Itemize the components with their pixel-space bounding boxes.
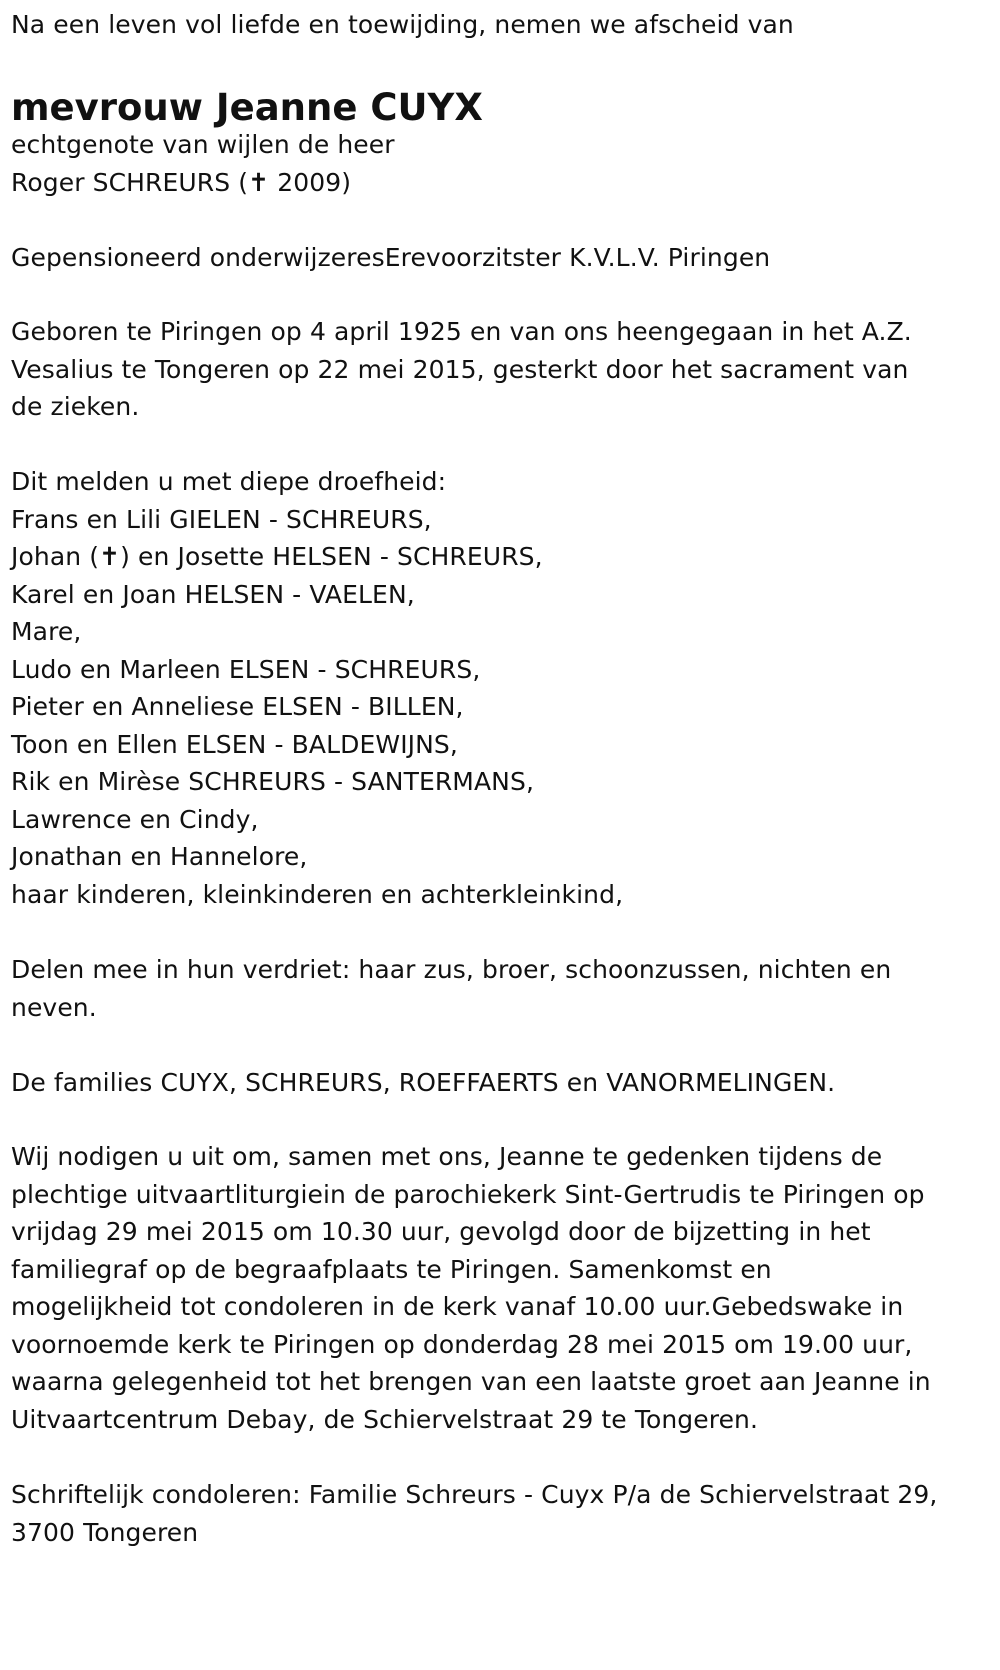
family-member-line: Lawrence en Cindy, — [11, 804, 259, 834]
invitation-paragraph — [11, 1138, 986, 1438]
families-text: De families CUYX, SCHREURS, ROEFFAERTS en VANORMELINGEN. — [11, 1068, 836, 1097]
invitation-line: waarna gelegenheid tot het brengen van een laatste groet aan Jeanne in — [11, 1367, 931, 1396]
family-member-line: Johan (✝) en Josette HELSEN - SCHREURS, — [11, 542, 543, 571]
invitation-line: plechtige uitvaartliturgiein de parochiekerk Sint-Gertrudis te Piringen op — [11, 1179, 925, 1209]
spouse-line-2: Roger SCHREURS (✝ 2009) — [11, 168, 352, 197]
family-member-line: Pieter en Anneliese ELSEN - BILLEN, — [11, 692, 464, 721]
family-member-line: Toon en Ellen ELSEN - BALDEWIJNS, — [11, 729, 458, 759]
family-member-line: Rik en Mirèse SCHREURS - SANTERMANS, — [11, 767, 534, 796]
invitation-line: mogelijkheid tot condoleren in de kerk vanaf 10.00 uur.Gebedswake in — [11, 1292, 904, 1321]
family-member-line: Jonathan en Hannelore, — [11, 842, 308, 871]
invitation-line: Uitvaartcentrum Debay, de Schiervelstraat 29 te Tongeren. — [11, 1404, 759, 1434]
family-member-line: Karel en Joan HELSEN - VAELEN, — [11, 579, 415, 609]
invitation-line: vrijdag 29 mei 2015 om 10.30 uur, gevolgd door de bijzetting in het — [11, 1217, 871, 1246]
deceased-name: mevrouw Jeanne CUYX — [11, 86, 483, 129]
birth-death-line: Geboren te Piringen op 4 april 1925 en van ons heengegaan in het A.Z. — [11, 317, 912, 346]
family-announcement — [11, 463, 986, 913]
invitation-line: Wij nodigen u uit om, samen met ons, Jeanne te gedenken tijdens de — [11, 1142, 883, 1171]
condolences-line: Schriftelijk condoleren: Familie Schreurs - Cuyx P/a de Schiervelstraat 29, — [11, 1480, 938, 1509]
invitation-line: voornoemde kerk te Piringen op donderdag 28 mei 2015 om 19.00 uur, — [11, 1329, 913, 1359]
announcement-heading: Dit melden u met diepe droefheid: — [11, 467, 447, 496]
share-grief-paragraph — [11, 951, 986, 1026]
birth-death-line: de zieken. — [11, 392, 140, 421]
share-grief-line: Delen mee in hun verdriet: haar zus, broer, schoonzussen, nichten en — [11, 955, 892, 984]
occupation-text: Gepensioneerd onderwijzeresErevoorzitster K.V.L.V. Piringen — [11, 243, 771, 272]
intro-text: Na een leven vol liefde en toewijding, nemen we afscheid van — [11, 10, 794, 39]
birth-death-paragraph — [11, 313, 986, 426]
family-member-line: Frans en Lili GIELEN - SCHREURS, — [11, 504, 432, 534]
family-member-line: Ludo en Marleen ELSEN - SCHREURS, — [11, 654, 481, 684]
spouse-line-1: echtgenote van wijlen de heer — [11, 130, 395, 159]
invitation-line: familiegraf op de begraafplaats te Piringen. Samenkomst en — [11, 1254, 772, 1284]
condolences-line: 3700 Tongeren — [11, 1517, 199, 1547]
share-grief-line: neven. — [11, 992, 97, 1022]
family-member-line: Mare, — [11, 617, 82, 646]
birth-death-line: Vesalius te Tongeren op 22 mei 2015, gesterkt door het sacrament van — [11, 354, 909, 384]
condolences-paragraph — [11, 1476, 986, 1551]
family-member-line: haar kinderen, kleinkinderen en achterkleinkind, — [11, 879, 624, 909]
